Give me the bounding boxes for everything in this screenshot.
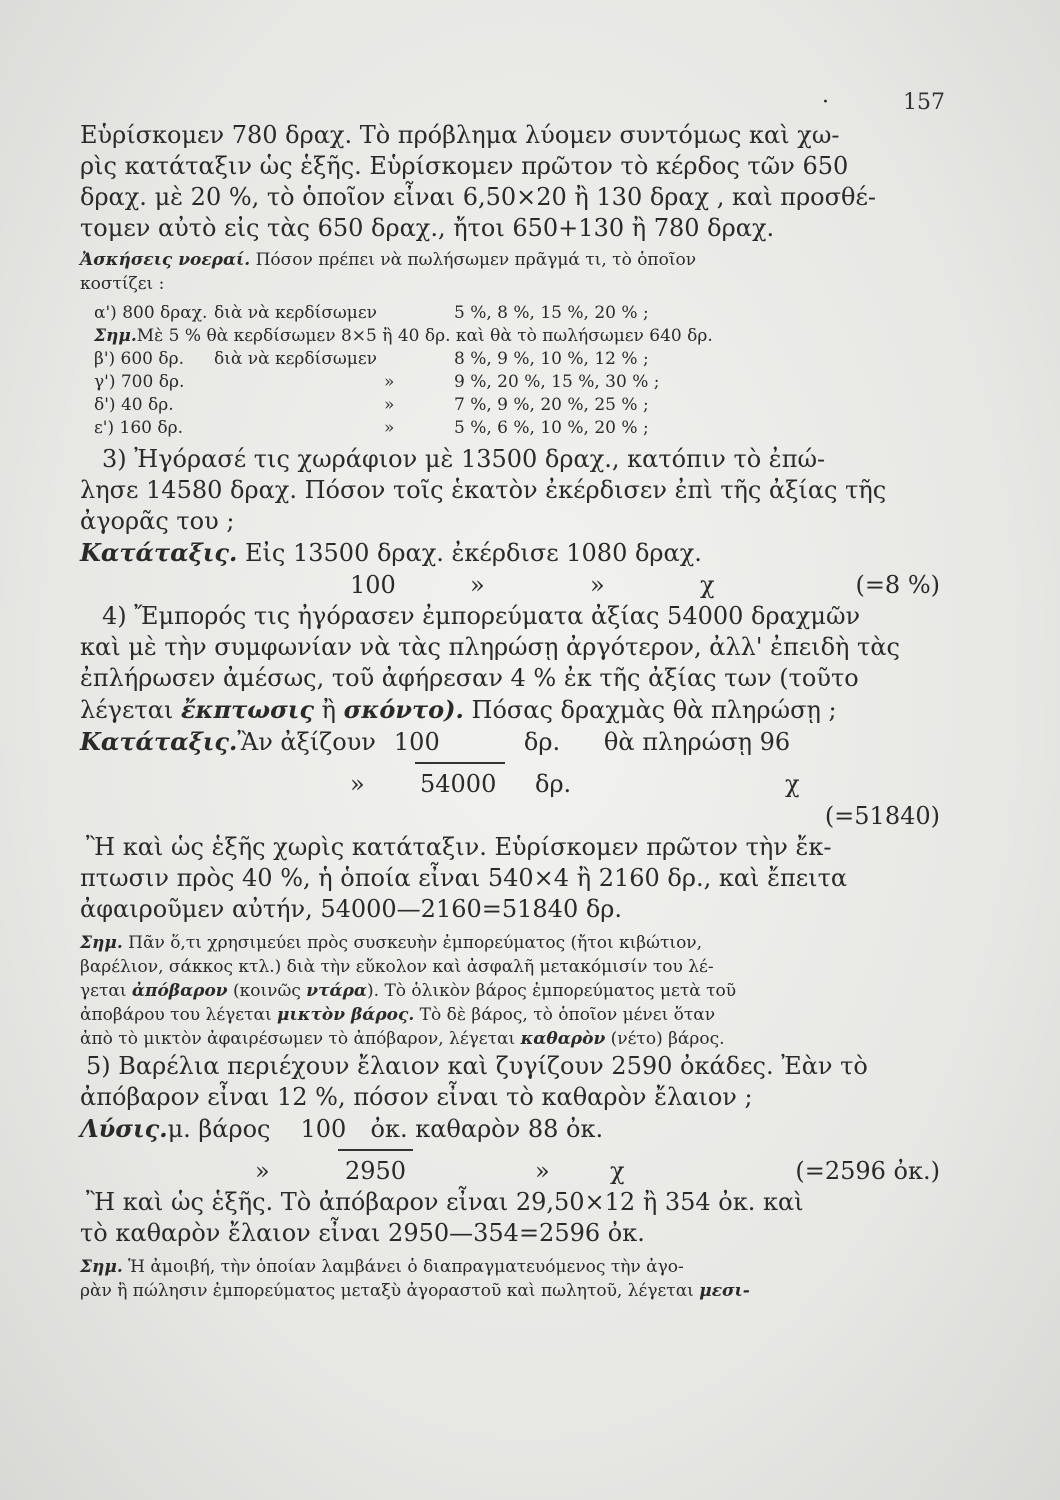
ditto-mark: » [535, 1157, 550, 1185]
intro-line-2: ρὶς κατάταξιν ὡς ἑξῆς. Εὑρίσκομεν πρῶτον τὸ κέρδος τῶν 650 [80, 152, 849, 180]
problem-4-line-1: 4) Ἔμπορός τις ἠγόρασεν ἐμπορεύματα ἀξίας 54000 δραχμῶν [102, 602, 861, 630]
exercises-heading [80, 248, 940, 272]
text-span: ἀπὸ τὸ μικτὸν ἀφαιρέσωμεν τὸ ἀπόβαρον, λέγεται [80, 1029, 521, 1049]
proportion-result: (=51840) [824, 802, 940, 830]
fraction-rule [338, 1149, 413, 1151]
text-span: (νέτο) βάρος. [605, 1029, 725, 1049]
term-brokerage: μεσι- [699, 1281, 750, 1301]
exercise-row-c [80, 371, 940, 394]
problem-5-solution [80, 1113, 940, 1145]
problem-4-line-2: καὶ μὲ τὴν συμφωνίαν νὰ τὰς πληρώσῃ ἀργότερον, ἀλλ' ἐπειδὴ τὰς [80, 633, 900, 661]
text-span: ). Τὸ ὁλικὸν βάρος ἐμπορεύματος μετὰ τοῦ [367, 981, 737, 1001]
problem-4-line-3: ἐπλήρωσεν ἀμέσως, τοῦ ἀφήρεσαν 4 % ἐκ τῆς ἀξίας των (τοῦτο [80, 664, 859, 692]
exercises-text: Πόσον πρέπει νὰ πωλήσωμεν πρᾶγμά τι, τὸ ὁποῖον [250, 250, 697, 270]
solution-label: Λύσις. [80, 1114, 168, 1143]
problem-5-line-2: ἀπόβαρον εἶναι 12 %, πόσον εἶναι τὸ καθαρὸν ἔλαιον ; [80, 1083, 753, 1111]
problem-4-alt-line-2: πτωσιν πρὸς 40 %, ἡ ὁποία εἶναι 540×4 ἢ 2160 δρ., καὶ ἔπειτα [80, 864, 848, 892]
unit: δρ. [535, 770, 572, 798]
unknown-x: χ [700, 571, 715, 599]
problem-4-line-4 [80, 694, 940, 726]
text-span: (κοινῶς [227, 981, 307, 1001]
term-ntara: ντάρα [306, 981, 368, 1001]
proportion-value: 100 [300, 1115, 347, 1143]
fraction-rule [415, 762, 505, 764]
problem-3-line-2: λησε 14580 δραχ. Πόσον τοῖς ἑκατὸν ἐκέρδισεν ἐπὶ τῆς ἀξίας τῆς [80, 476, 887, 504]
term-net: καθαρὸν [520, 1029, 606, 1049]
problem-4-classification [80, 726, 940, 758]
exercise-percents: 5 %, 6 %, 10 %, 20 % ; [454, 418, 649, 438]
exercises-text-2: κοστίζει : [80, 274, 165, 294]
unknown-x: χ [610, 1157, 625, 1185]
note-text: Μὲ 5 % θὰ κερδίσωμεν 8×5 ἢ 40 δρ. καὶ θὰ τὸ πωλήσωμεν 640 δρ. [136, 326, 713, 346]
solution-text: μ. βάρος [167, 1115, 271, 1143]
text-span: Πᾶν ὅ,τι χρησιμεύει πρὸς συσκευὴν ἐμπορεύματος (ἤτοι κιβώτιον, [122, 933, 703, 953]
classification-text: θὰ πληρώσῃ 96 [603, 728, 791, 756]
text-span: ἀποβάρου του λέγεται [80, 1005, 278, 1025]
classification-label: Κατάταξις. [80, 538, 238, 567]
problem-4-result-row [80, 800, 940, 832]
exercise-row-a [80, 302, 940, 325]
text-span: γεται [80, 981, 132, 1001]
exercise-phrase: » [384, 395, 395, 415]
term-discount: ἔκπτωσις [180, 695, 315, 724]
exercise-cost: ε') 160 δρ. [94, 418, 184, 438]
proportion-value: 100 [350, 571, 396, 599]
text-span: Ἡ ἀμοιβή, τὴν ὁποίαν λαμβάνει ὁ διαπραγματευόμενος τὴν ἀγο- [122, 1257, 684, 1277]
note-3-line-2 [80, 1279, 940, 1303]
ditto-mark: » [470, 571, 485, 599]
term-gross-weight: μικτὸν βάρος. [277, 1005, 415, 1025]
proportion-result: (=2596 ὀκ.) [795, 1157, 940, 1185]
exercises-label: Ἀσκήσεις νοεραί. [80, 250, 251, 270]
term-skonto: σκόντο). [343, 695, 464, 724]
problem-3-line-1: 3) Ἠγόρασέ τις χωράφιον μὲ 13500 δραχ., κατόπιν τὸ ἐπώ- [102, 445, 826, 473]
exercise-row-d [80, 394, 940, 417]
page-text [80, 120, 940, 1303]
text-span: λέγεται [80, 696, 181, 724]
note-2-line-2: βαρέλιον, σάκκος κτλ.) διὰ τὴν εὔκολον καὶ ἀσφαλῆ μετακόμισίν του λέ- [80, 957, 714, 977]
ditto-mark: » [255, 1157, 270, 1185]
ditto-mark: » [350, 770, 365, 798]
solution-text: ὀκ. καθαρὸν 88 ὀκ. [370, 1115, 604, 1143]
problem-4-alt-line-1: Ἢ καὶ ὡς ἑξῆς χωρὶς κατάταξιν. Εὑρίσκομεν πρῶτον τὴν ἔκ- [86, 833, 832, 861]
unknown-x: χ [785, 770, 800, 798]
exercise-percents: 9 %, 20 %, 15 %, 30 % ; [454, 372, 660, 392]
proportion-value: 2950 [345, 1157, 407, 1185]
exercise-note [80, 325, 940, 348]
text-span: ἢ [314, 696, 344, 724]
note-2-line-4 [80, 1003, 940, 1027]
problem-3-proportion [80, 569, 940, 601]
proportion-result: (=8 %) [855, 571, 940, 599]
note-label: Σημ. [80, 1257, 123, 1277]
problem-4-alt-line-3: ἀφαιροῦμεν αὐτήν, 54000—2160=51840 δρ. [80, 895, 623, 923]
note-label: Σημ. [94, 326, 137, 346]
ditto-mark: » [590, 571, 605, 599]
exercise-cost: β') 600 δρ. [94, 349, 185, 369]
text-span: Τὸ δὲ βάρος, τὸ ὁποῖον μένει ὅταν [414, 1005, 716, 1025]
exercise-percents: 7 %, 9 %, 20 %, 25 % ; [454, 395, 649, 415]
exercise-cost: α') 800 δραχ. [94, 303, 208, 323]
exercise-percents: 5 %, 8 %, 15 %, 20 % ; [454, 303, 649, 323]
exercise-percents: 8 %, 9 %, 10 %, 12 % ; [454, 349, 649, 369]
page-dot: · [822, 90, 829, 115]
intro-line-1: Εὑρίσκομεν 780 δραχ. Τὸ πρόβλημα λύομεν συντόμως καὶ χω- [80, 121, 840, 149]
exercise-phrase: διὰ νὰ κερδίσωμεν [214, 349, 377, 369]
problem-5-proportion [80, 1155, 940, 1187]
problem-5-alt-line-2: τὸ καθαρὸν ἔλαιον εἶναι 2950—354=2596 ὀκ. [80, 1219, 645, 1247]
exercise-row-b [80, 348, 940, 371]
exercise-phrase: » [384, 418, 395, 438]
intro-line-4: τομεν αὐτὸ εἰς τὰς 650 δραχ., ἤτοι 650+130 ἢ 780 δραχ. [80, 214, 775, 242]
unit: δρ. [523, 728, 561, 756]
text-span: ρὰν ἢ πώλησιν ἐμπορεύματος μεταξὺ ἀγοραστοῦ καὶ πωλητοῦ, λέγεται [80, 1281, 700, 1301]
classification-label: Κατάταξις. [80, 727, 238, 756]
note-2-line-3 [80, 979, 940, 1003]
classification-text: Εἰς 13500 δραχ. ἐκέρδισε 1080 δραχ. [237, 539, 702, 567]
proportion-value: 54000 [420, 770, 497, 798]
problem-3-classification [80, 537, 940, 569]
text-span: Πόσας δραχμὰς θὰ πληρώσῃ ; [463, 696, 837, 724]
problem-5-line-1: 5) Βαρέλια περιέχουν ἔλαιον καὶ ζυγίζουν 2590 ὀκάδες. Ἐὰν τὸ [86, 1052, 868, 1080]
problem-3-line-3: ἀγορᾶς του ; [80, 507, 235, 535]
note-2-line-5 [80, 1027, 940, 1051]
note-label: Σημ. [80, 933, 123, 953]
exercise-phrase: διὰ νὰ κερδίσωμεν [214, 303, 377, 323]
proportion-value: 100 [393, 728, 440, 756]
classification-text: Ἂν ἀξίζουν [237, 728, 376, 756]
exercise-phrase: » [384, 372, 395, 392]
problem-5-alt-line-1: Ἢ καὶ ὡς ἑξῆς. Τὸ ἀπόβαρον εἶναι 29,50×12 ἢ 354 ὀκ. καὶ [86, 1188, 804, 1216]
page-number: 157 [903, 90, 945, 115]
problem-4-proportion [80, 768, 940, 800]
exercise-cost: δ') 40 δρ. [94, 395, 174, 415]
note-3-line-1 [80, 1255, 940, 1279]
note-2-line-1 [80, 931, 940, 955]
intro-line-3: δραχ. μὲ 20 %, τὸ ὁποῖον εἶναι 6,50×20 ἢ 130 δραχ , καὶ προσθέ- [80, 183, 876, 211]
exercise-cost: γ') 700 δρ. [94, 372, 185, 392]
exercise-row-e [80, 417, 940, 440]
term-tare: ἀπόβαρον [131, 981, 228, 1001]
